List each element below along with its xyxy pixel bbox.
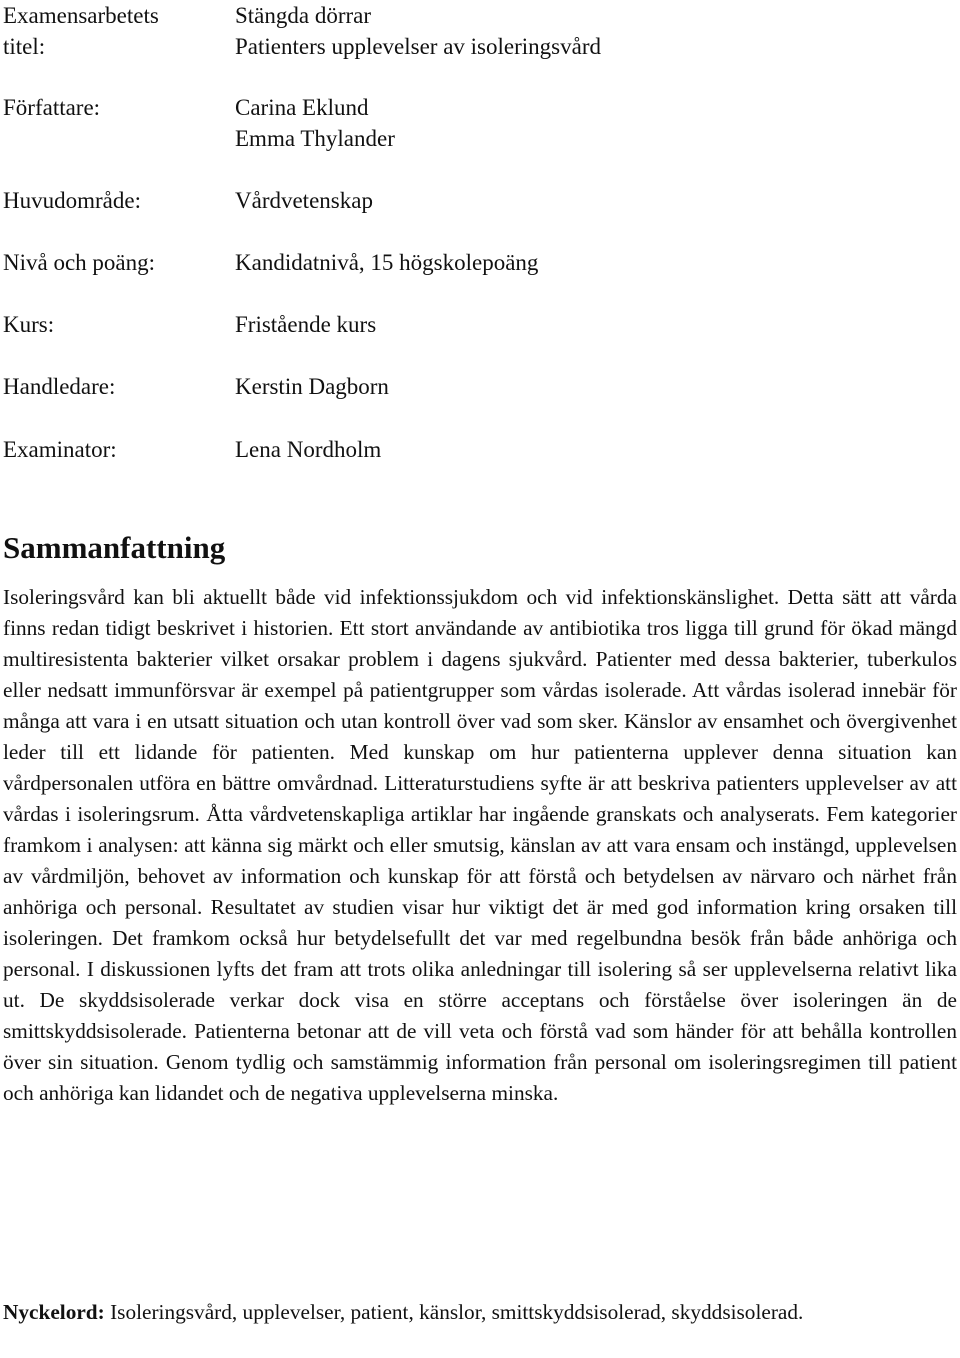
authors-label: Författare: [3,95,101,120]
level-label: Nivå och poäng: [3,250,156,275]
summary-text: Isoleringsvård kan bli aktuellt både vid infektionssjukdom och vid infektionskänslighet. Detta sätt att vårda finns redan tidigt beskrivet i historien. Ett stort användande av antibiotika tros ligga till grund för ökad mängd multiresistenta bakterier vilket orsakar problem i dagens sjukvård. Patienter med dessa bakterier, tuberkulos eller nedsatt immunförsvar är exempel på patientgrupper som vårdas isolerade. Att vårdas isolerad innebär för många att vara i en utsatt situation och utan kontroll över vad som sker. Känslor av ensamhet och övergivenhet leder till ett lidande för patienten. Med kunskap om hur patienterna upplever denna situation kan vårdpersonalen utföra en bättre omvårdnad. Litteraturstudiens syfte är att beskriva patienters upplevelser av att vårdas i isoleringsrum. Åtta vårdvetenskapliga artiklar har ingående granskats och analyserats. Fem kategorier framkom i analysen: att känna sig märkt och eller smutsig, känslan av att vara ensam och instängd, upplevelsen av vårdmiljön, behovet av information och kunskap för att förstå och betydelsen av närvaro och närhet från anhöriga och personal. Resultatet av studien visar hur viktigt det är med god information kring orsaken till isoleringen. Det framkom också hur betydelsefullt det var med regelbundna besök från både anhöriga och personal. I diskussionen lyfts det fram att trots olika anledningar till isolering så ser upplevelserna relativt lika ut. De skyddsisolerade verkar dock visa en större acceptans och förståelse över isoleringen än de smittskyddsisolerade. Patienterna betonar att de vill veta och förstå vad som händer för att behålla kontrollen över sin situation. Genom tydlig och samstämmig information från personal om isoleringsregimen till patient och anhöriga kan lidandet och de negativa upplevelserna minska. [3,585,957,1105]
author-1: Carina Eklund [235,95,369,120]
examiner-label: Examinator: [3,437,117,462]
keywords-text: Isoleringsvård, upplevelser, patient, känslor, smittskyddsisolerad, skyddsisolerad. [110,1300,804,1324]
course-label: Kurs: [3,312,55,337]
course-value: Fristående kurs [235,312,377,337]
level-value: Kandidatnivå, 15 högskolepoäng [235,250,539,275]
summary-heading: Sammanfattning [3,530,226,565]
subject-value: Vårdvetenskap [235,188,373,213]
supervisor-label: Handledare: [3,374,116,399]
title-line-2: Patienters upplevelser av isoleringsvård [235,34,601,59]
title-value [235,0,935,62]
keywords-paragraph [3,1297,957,1328]
supervisor-value: Kerstin Dagborn [235,374,389,399]
title-line-1: Stängda dörrar [235,3,372,28]
examiner-value: Lena Nordholm [235,437,382,462]
title-label: Examensarbetets titel: [3,3,159,59]
author-2: Emma Thylander [235,126,395,151]
keywords-label: Nyckelord: [3,1300,105,1324]
subject-label: Huvudområde: [3,188,141,213]
authors-value [235,92,935,154]
